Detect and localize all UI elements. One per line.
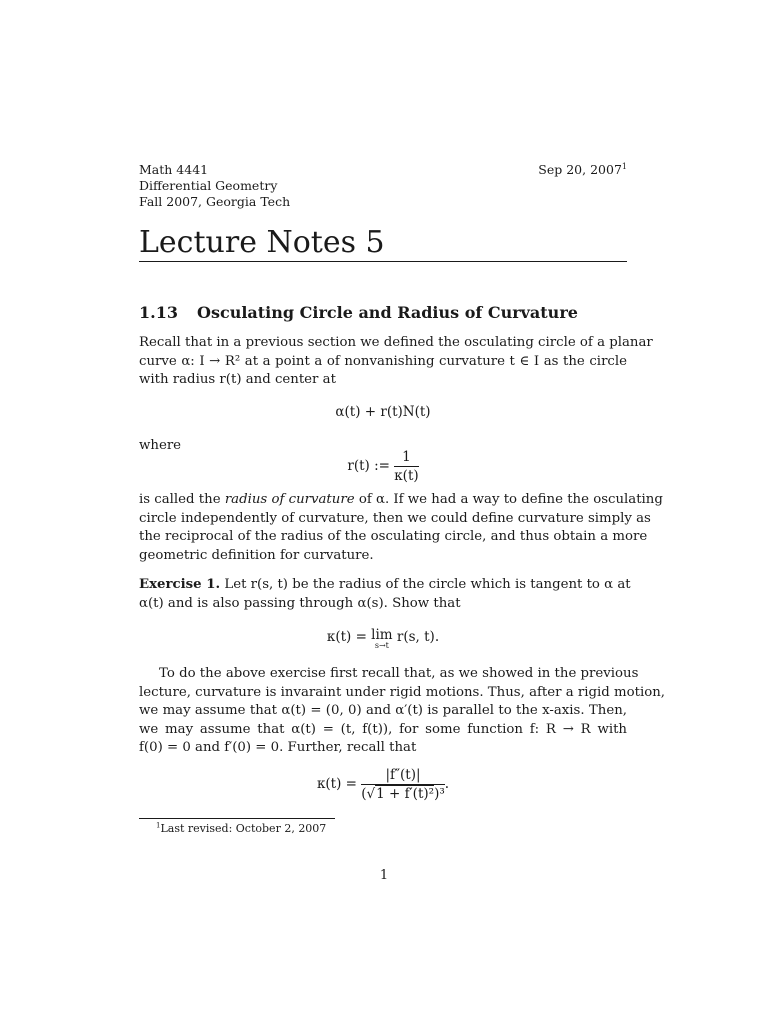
sqrt-body: 1 + f′(t)² (376, 786, 435, 802)
exercise-1 (139, 576, 631, 613)
equation-radius (139, 448, 627, 485)
numerator: 1 (394, 448, 418, 467)
page-number: 1 (379, 868, 389, 883)
equation-curvature (139, 766, 627, 803)
fraction (361, 766, 445, 803)
text-line: curve α: I → R² at a point a of nonvanishing curvature t ∈ I as the circle (139, 353, 627, 369)
course-subject: Differential Geometry (139, 178, 278, 193)
course-number: Math 4441 (139, 162, 209, 177)
section-number: 1.13 (139, 303, 178, 322)
emphasis: radius of curvature (224, 492, 355, 507)
paragraph-intro (139, 334, 653, 390)
footnote-rule (139, 818, 335, 819)
paren-power: )³ (434, 786, 445, 802)
course-info (139, 162, 290, 210)
eq-lhs: κ(t) = (326, 629, 367, 645)
lim-operator: lim (371, 627, 393, 643)
denominator: (√1 + f′(t)²)³ (361, 786, 445, 802)
equation-center: α(t) + r(t)N(t) (335, 404, 431, 420)
section-title: Osculating Circle and Radius of Curvature (197, 303, 578, 322)
text-line: f(0) = 0 and f′(0) = 0. Further, recall that (139, 740, 417, 755)
eq-trail: . (444, 776, 450, 792)
footnote (156, 822, 326, 836)
text-line: To do the above exercise first recall that, as we showed in the previous (159, 666, 639, 681)
exercise-label: Exercise 1. (139, 577, 221, 592)
text-line (139, 491, 663, 510)
text-line: geometric definition for curvature. (139, 547, 374, 563)
equation-limit (139, 628, 627, 650)
text-line: we may assume that α(t) = (t, f(t)), for some function f: R → R with (139, 721, 627, 737)
lim-subscript: s→t (374, 641, 389, 650)
text-span: Let r(s, t) be the radius of the circle which is tangent to α at (224, 577, 631, 592)
footnote-mark: 1 (156, 821, 161, 830)
section-heading (139, 303, 578, 323)
eq-rhs: r(s, t). (396, 629, 440, 645)
text-line: we may assume that α(t) = (0, 0) and α′(t) is parallel to the x-axis. Then, (139, 703, 627, 718)
date-info (538, 162, 627, 178)
text-line: circle independently of curvature, then we could define curvature simply as (139, 510, 651, 526)
fraction (394, 448, 418, 485)
text-line (139, 576, 631, 595)
date: Sep 20, 2007 (538, 162, 622, 177)
limit (371, 628, 392, 650)
course-term: Fall 2007, Georgia Tech (139, 194, 291, 209)
page-title: Lecture Notes 5 (139, 225, 385, 260)
text-line: lecture, curvature is invaraint under rigid motions. Thus, after a rigid motion, (139, 684, 665, 700)
eq-lhs: κ(t) = (316, 776, 357, 792)
date-footnote-mark: 1 (621, 161, 627, 171)
footnote-text: Last revised: October 2, 2007 (160, 822, 327, 835)
text-line: Recall that in a previous section we defined the osculating circle of a planar (139, 335, 653, 350)
eq-lhs: r(t) := (347, 458, 390, 474)
text-line: α(t) and is also passing through α(s). Show that (139, 595, 461, 611)
paragraph-radius (139, 491, 663, 565)
text-line: with radius r(t) and center at (139, 372, 336, 387)
text-line: where (139, 438, 182, 453)
title-rule (139, 261, 627, 262)
paren: ( (361, 786, 367, 802)
denominator: κ(t) (394, 468, 419, 484)
numerator: |f″(t)| (361, 766, 445, 785)
text-span: of α. If we had a way to define the osculating (358, 492, 663, 507)
text-span: is called the (139, 492, 221, 507)
text-line: the reciprocal of the radius of the osculating circle, and thus obtain a more (139, 529, 648, 544)
paragraph-setup (139, 665, 665, 758)
